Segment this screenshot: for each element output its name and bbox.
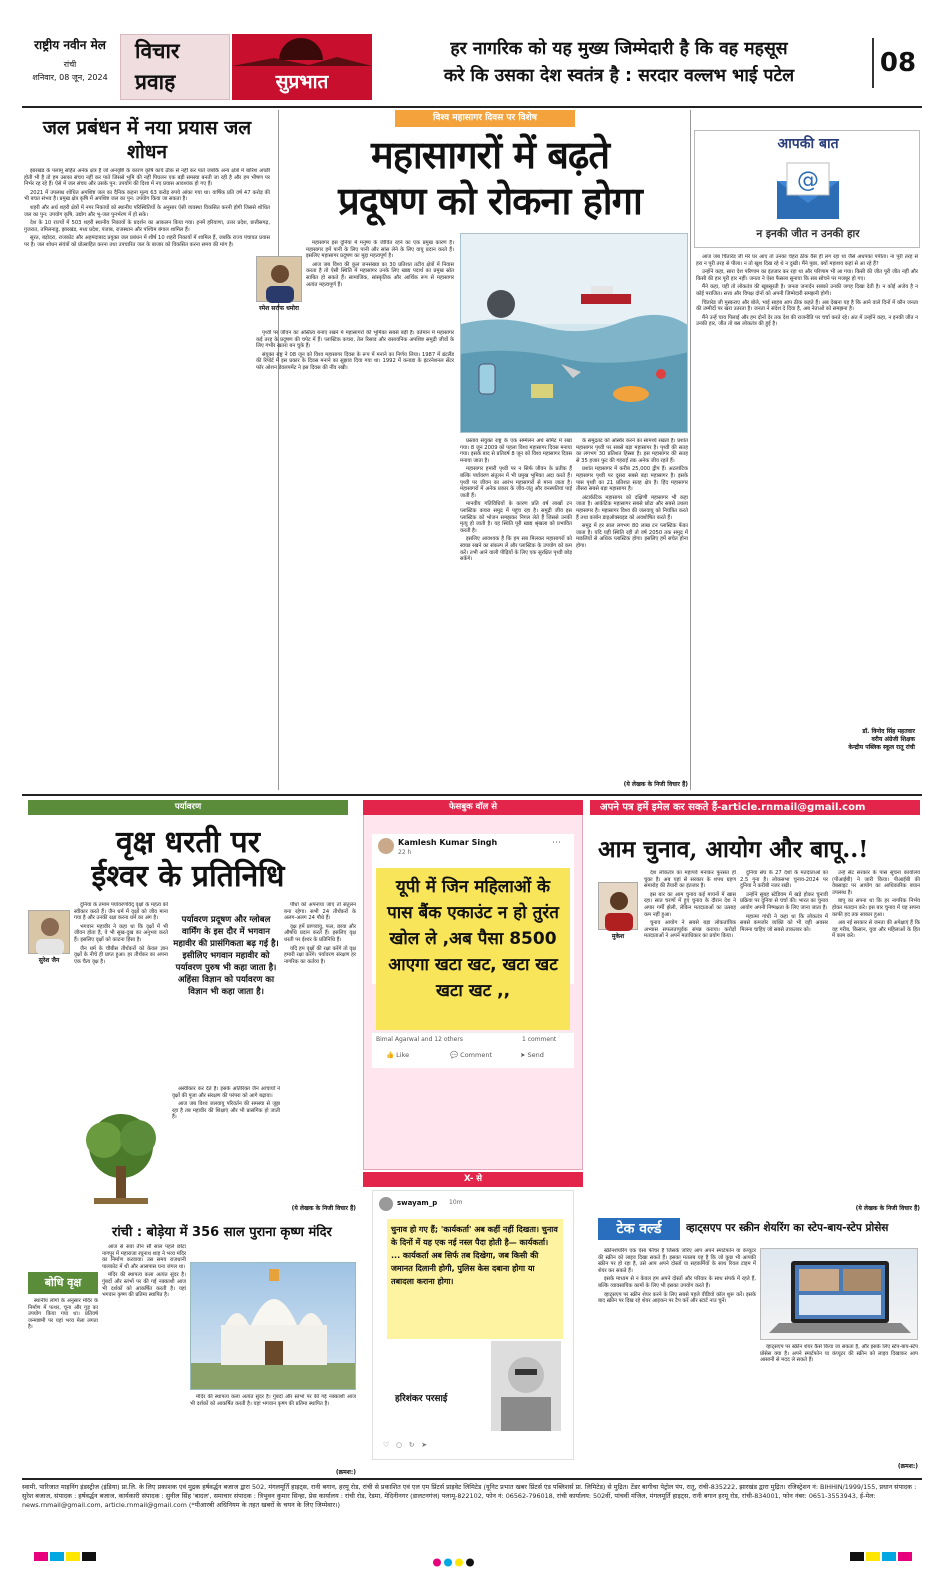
paragraph: अंटार्कटिक महासागर को दक्षिणी महासागर भी कहा जाता है। आर्कटिक महासागर सबसे छोटा और सबसे उथला महासागर है। महासागर विश्व की जलवायु को नियंत्रित करते हैं तथा कार्बन डाइऑक्साइड को अवशोषित करते हैं। <box>576 494 688 521</box>
paragraph: आज जब विश्व की कुल जनसंख्या का 30 प्रतिशत तटीय क्षेत्रों में निवास करता है तो ऐसी स्थिति में महासागर उनके लिए खाद्य पदार्थ का प्रमुख स्रोत साबित हो सकते हैं। सामाजिक, सांस्कृतिक और आर्थिक रूप से महासागर अत्यंत महत्वपूर्ण हैं। <box>306 261 454 288</box>
quote-line-1: हर नागरिक को यह मुख्य जिम्मेदारी है कि वह महसूस <box>450 39 788 59</box>
paragraph: आज जब विश्व जलवायु परिवर्तन की समस्या से जूझ रहा है तब महावीर की शिक्षाएं और भी प्रासंगिक हो जाती हैं। <box>172 1101 280 1121</box>
color-swatch <box>866 1552 880 1561</box>
tree-headline-line-1: वृक्ष धरती पर <box>116 825 260 860</box>
paragraph: महात्मा गांधी ने कहा था कि लोकतंत्र में सबसे कमजोर व्यक्ति को भी वही अवसर मिलना चाहिए जो सबसे ताकतवर को। <box>740 913 828 933</box>
paragraph: अस्वीकार कर देते हैं। इसके अतिरिक्त जैन आचार्यों ने वृक्षों की पूजा और संरक्षण की परंपरा को आगे बढ़ाया। <box>172 1086 280 1099</box>
aapki-baat-signature <box>700 728 915 752</box>
paragraph: के समुद्रतट को अस्थिर करने का सामर्थ्य रखता है। प्रशांत महासागर पृथ्वी पर सबसे बड़ा महासागर है। पृथ्वी की सतह का लगभग 30 प्रतिशत हिस्सा है। इस महासागर की सतह से 35 हजार फुट की गहराई तक अनेक जीव रहते हैं। <box>576 438 688 464</box>
paragraph: उन्हें सेट सरकार के पास सूचना कार्यालय (पीआईबी) ने जारी किया। पीआईबी की वेबसाइट पर आयोग का आधिकारिक बयान उपलब्ध है। <box>832 870 920 896</box>
paragraph: प्रस्ताव संयुक्त राष्ट्र के एक सम्मेलन अर्थ समिट में रखा गया। 8 जून 2009 को पहला विश्व महासागर दिवस मनाया गया। इसके बाद से प्रतिवर्ष 8 जून को विश्व महासागर दिवस मनाया जाता है। <box>460 438 572 464</box>
paragraph: देश लोकतंत्र का महापर्व मनाकर फुरसत हो चुका है। अब यहां से सरकार के शपथ ग्रहण समारोह की तैयारी का इंतजार है। <box>644 870 736 890</box>
quote-line-2: करे कि उसका देश स्वतंत्र है : सरदार वल्लभ भाई पटेल <box>443 66 795 86</box>
registration-dots <box>432 1552 512 1561</box>
main-body-column-1b <box>256 330 454 790</box>
x-user[interactable]: swayam_p <box>397 1199 438 1207</box>
election-disclaimer: (ये लेखक के निजी विचार हैं) <box>855 1205 920 1212</box>
paragraph: चिंतारेड जी मुस्कराए और बोले, भाई साहब आप ठीक कहते हैं। अब देखना यह है कि आने वाले दिनों में कौन जनता की उम्मीदों पर खरा उतरता है। जनता ने संदेश दे दिया है, अब नेताओं को समझना है। <box>696 299 918 313</box>
paragraph: 2021 में उपलब्ध शोधित अपशिष्ट जल का दैनिक कहना मूल्य 63 करोड़ रुपये आंका गया था। वार्षिक प्रति वर्ष 47 करोड़ की भी बचत संभव है। प्रमुख क्षेत्र कृषि में अपशिष्ट जल का पुन: उपयोग किया जा सकता है। <box>24 189 270 203</box>
comment-label: Comment <box>460 1051 493 1059</box>
paragraph: इसके माध्यम से न केवल हम अपने दोस्तों और परिवार के साथ संपर्क में रहते हैं, बल्कि व्यावसायिक कामों के लिए भी इसका उपयोग करते हैं। <box>598 1276 756 1289</box>
tree-pull-quote: पर्यावरण प्रदूषण और ग्लोबल वार्मिंग के इस दौर में भगवान महावीर की प्रासंगिकता बढ़ गई है। इसीलिए भगवान महावीर को पर्यावरण पुरुष भी कहा जाता है। अहिंसा विज्ञान को पर्यावरण का विज्ञान भी कहा जाता है। <box>173 915 279 997</box>
like-icon: 👍 <box>386 1051 397 1059</box>
signature-name: डॉ. विनोद सिंह महतवार <box>862 728 915 735</box>
facebook-send-button[interactable] <box>520 1051 544 1059</box>
election-author-name: मुकेश <box>611 933 625 940</box>
tech-world-headline: व्हाट्सएप पर स्क्रीन शेयरिंग का स्टेप-बाय-स्टेप प्रोसेस <box>686 1222 889 1234</box>
main-body-column-2 <box>460 438 572 790</box>
aapki-baat-title: आपकी बात <box>777 136 839 152</box>
main-body-column-3 <box>576 438 688 778</box>
aapki-baat-box <box>694 130 920 248</box>
brand-block <box>22 36 118 83</box>
svg-text:@: @ <box>797 168 819 193</box>
color-swatch <box>898 1552 912 1561</box>
aapki-baat-subtitle: न इनकी जीत न उनकी हार <box>756 228 860 240</box>
ocean-day-tag: विश्व महासागर दिवस पर विशेष <box>395 110 575 127</box>
aapki-baat-body <box>696 254 918 724</box>
paragraph: महासागर इस दुनिया में मनुष्य के जीवित रहने का एक प्रमुख कारण है। महासागर हमें पानी के लिए पानी और सांस लेने के लिए वायु प्रदान करते हैं। इसलिए महासागर प्रदूषण का मुद्दा महत्वपूर्ण है। <box>306 240 454 260</box>
paragraph: व्हाट्सएप पर स्क्रीन शेयर कैसे किया जा सकता है, और इसके लिए स्टेप-बाय-स्टेप प्रोसेस क्या है। अपने स्मार्टफोन या कंप्यूटर की स्क्रीन को लाइव दिखाकर आप आसानी से मदद ले सकते हैं। <box>760 1344 918 1364</box>
main-headline-line-2: प्रदूषण को रोकना होगा <box>338 178 642 223</box>
tech-credit: (क्रमश:) <box>897 1463 918 1470</box>
facebook-time: 22 h <box>398 849 412 856</box>
main-author-name: रमेश सर्राफ धमोरा <box>259 305 299 312</box>
color-swatch <box>850 1552 864 1561</box>
left-article-body <box>24 168 270 780</box>
x-actions[interactable]: ♡ ○ ↻ ➤ <box>383 1441 428 1449</box>
suprabhat-text: सुप्रभात <box>275 71 329 93</box>
brand-date: शनिवार, 08 जून, 2024 <box>32 73 108 82</box>
x-post-card <box>372 1190 574 1460</box>
election-author-photo <box>598 882 638 930</box>
main-disclaimer: (ये लेखक के निजी विचार हैं) <box>623 781 688 788</box>
paragraph: महासागर हमारी पृथ्वी पर न सिर्फ जीवन के प्रतीक हैं बल्कि पर्यावरण संतुलन में भी प्रमुख भूमिका अदा करते हैं। पृथ्वी पर जीवन का आरंभ महासागरों से माना जाता है। महासागरों में अनेक प्रकार के जीव-जंतु और वनस्पतियां पाई जाती हैं। <box>460 466 572 499</box>
x-post-text: चुनाव हो गए हैं; 'कार्यकर्ता' अब कहीं नहीं दिखता। चुनाव के दिनों में यह एक नई नस्ल पैदा होती है— कार्यकर्ता। ... कार्यकर्ता अब सिर्फ तब दिखेगा, जब किसी की जमानत दिलानी होगी, पुलिस केस दबाना होगा या तबादला कराना होगा। <box>387 1219 563 1339</box>
send-label: Send <box>527 1051 544 1059</box>
tech-body-column-1 <box>598 1248 756 1470</box>
facebook-post-text: यूपी में जिन महिलाओं के पास बैंक एकाउंट न हो तुरंत खोल ले ,अब पैसा 8500 आएगा खटा खट, खटा खट खटा खट ,, <box>387 877 559 1001</box>
paragraph: भगवान महावीर ने कहा था कि वृक्षों में भी जीवन होता है, वे भी सुख-दुख का अनुभव करते हैं। इसलिए वृक्षों को काटना हिंसा है। <box>74 923 168 943</box>
main-headline-line-1: महासागरों में बढ़ते <box>371 132 609 177</box>
brand-name: राष्ट्रीय नवीन मेल <box>34 38 106 52</box>
paragraph: शहरी और अर्ध शहरी क्षेत्रों में नगर निकायों को स्थानीय परिस्थितियों के अनुसार ऐसी व्यवस्था विकसित करनी होगी जिससे शोधित जल का पुन: उपयोग कृषि, उद्योग और भू-जल पुनर्भरण में हो सके। <box>24 204 270 218</box>
footer-imprint: स्वामी, पारिजात माइनिंग इंडस्ट्रीज (इंडिया) प्रा.लि. के लिए प्रकाशक एवं मुद्रक हर्षवर्द्धन बजाज द्वारा 502, मंगलमूर्ति हाइट्स, रानी बगान, हरमू रोड, रांची से प्रकाशित एवं एल एम प्रिंटर्स प्राइवेट लिमिटेड (यूनिट प्रभात खबर प्रिंटर्स एंड पब्लिशर्स प्रा. लिमिटेड) से मुद्रित। टेंडर बागीचा पेट्रोल पंप, रातू, रांची-835222, झारखंड द्वारा मुद्रित। रजिस्ट्रेशन नं: BIHHIN/1999/155, प्रधान संपादक : सुरेश बजाज, संपादक : हर्षवर्द्धन बजाज, कार्यकारी संपादक : सुनील सिंह 'बादल', समाचार संपादक : त्रिभुवन कुमार सिन्हा, प्रेस कार्यालय : रांची रोड, रेडमा, मेदिनीनगर (डालटनगंज) पलामू-822102, फोन नं: 06562-796018, रांची कार्यालय: 502वीं, पांचवीं मंजिल, मंगलमूर्ति हाइट्स, रानी बगान हरमू रोड, रांची-834001, फोन नंबर: 0651-3553943, ई-मेल: news.rnmail@gmail.com, article.rnmail@gmail.com (*पीआरबी अधिनियम के तहत खबरों के चयन के लिए जिम्मेवार।) <box>22 1478 922 1542</box>
temple-headline: रांची : बोड़ेया में 356 साल पुराना कृष्ण मंदिर <box>112 1225 332 1240</box>
email-strip[interactable]: अपने पत्र हमें इमेल कर सकते हैं-article.rnmail@gmail.com <box>590 800 920 815</box>
header-divider <box>22 106 922 108</box>
x-attribution: हरिशंकर परसाई <box>395 1394 448 1404</box>
paragraph: मैंने कहा, यही तो लोकतंत्र की खूबसूरती है। जनता जनार्दन सबको उनकी जगह दिखा देती है। न कोई अजेय है न कोई पराजित। सत्ता और विपक्ष दोनों को अपनी जिम्मेदारी समझनी होगी। <box>696 284 918 297</box>
column-divider <box>690 110 691 790</box>
section-prawah: प्रवाह <box>135 69 176 94</box>
section-vichar: विचार <box>135 38 180 63</box>
paragraph: उन्होंने कहा, सारा देश परिणाम का इंतजार कर रहा था और परिणाम भी आ गया। किसी की जीत पूरी जीत नहीं और किसी की हार पूरी हार नहीं। जनता ने ऐसा फैसला सुनाया कि सब सोचने पर मजबूर हो गए। <box>696 269 918 282</box>
signature-role: वरीय अंग्रेजी शिक्षक <box>871 736 915 743</box>
bodhi-label: बोधि वृक्ष <box>28 1272 98 1294</box>
environment-section-label: पर्यावरण <box>28 800 348 815</box>
election-body-column-3 <box>832 870 920 1200</box>
band-divider <box>22 794 922 796</box>
screen-sharing-illustration <box>760 1248 918 1340</box>
facebook-comments[interactable]: 1 comment <box>522 1036 557 1043</box>
facebook-post-body <box>376 868 570 1030</box>
temple-body-column-0 <box>28 1298 98 1474</box>
paragraph: पृथ्वी पर जीवन का अस्तित्व बनाए रखने में महासागरों की भूमिका सबसे बड़ी है। वर्तमान में महासागर कई तरह के प्रदूषण की चपेट में हैं। प्लास्टिक कचरा, तेल रिसाव और रासायनिक अपशिष्ट समुद्री जीवों के लिए गंभीर खतरा बन चुके हैं। <box>256 330 454 350</box>
tree-body-column-2 <box>172 1086 280 1214</box>
paragraph: पौधों को अपनाया जाए तो संतुलन बना रहेगा। सभी 24 तीर्थंकरों के अलग-अलग 24 पौधे हैं। <box>284 902 356 922</box>
paragraph: दुनिया के तमाम पर्यावरणविद् वृक्षों के महत्व को स्वीकार करते हैं। जैन धर्म में वृक्षों को जीव माना गया है और उनकी रक्षा करना धर्म का अंग है। <box>74 902 168 922</box>
tree-headline-line-2: ईश्वर के प्रतिनिधि <box>91 859 285 894</box>
temple-body-caption <box>190 1394 356 1470</box>
avatar <box>379 1197 393 1211</box>
paragraph: आज से सवा तीन सौ साल पहले छोटा नागपुर में महाराजा रघुनाथ शाह ने भव्य मंदिर का निर्माण करवाया। उस समय राजधानी पालकोट में थी और आसपास घना जंगल था। <box>102 1244 186 1270</box>
paragraph: उन्होंने सुबह स्टेडियम में खड़े होकर चुनावी प्रक्रिया पर दुनिया से चर्चा की। भारत का चुनाव आयोग अपनी निष्पक्षता के लिए जाना जाता है। <box>740 891 828 911</box>
like-label: Like <box>396 1051 410 1059</box>
paragraph: इस बार का आम चुनाव कई मायनों में खास रहा। सात चरणों में हुए चुनाव के दौरान देश ने अपार गर्मी झेली, लेकिन मतदाताओं का उत्साह कम नहीं हुआ। <box>644 891 736 918</box>
temple-photo <box>190 1262 356 1390</box>
page-number: 08 <box>872 38 922 88</box>
paragraph: संयुक्त राष्ट्र ने 08 जून को विश्व महासागर दिवस के रूप में मनाने का निर्णय लिया। 1987 में ब्रंटलैंड की रिपोर्ट में इस प्रकार के दिवस मनाने का सुझाव दिया गया था। 1992 में कनाडा के इंटरनेशनल सेंटर फॉर ओशन डेवलपमेंट ने इस दिवस की नींव रखी। <box>256 351 454 371</box>
facebook-reaction-bar <box>372 1032 574 1068</box>
tree-icon <box>74 1110 168 1206</box>
election-body-column-1 <box>644 870 736 1210</box>
election-headline: आम चुनाव, आयोग और बापू..! <box>598 836 869 863</box>
paragraph: इसलिए आवश्यक है कि हम सब मिलकर महासागरों को स्वच्छ रखने का संकल्प लें और प्लास्टिक के उपयोग को कम करें। तभी आने वाली पीढ़ियों के लिए एक सुरक्षित पृथ्वी छोड़ सकेंगे। <box>460 536 572 563</box>
x-section-label: X- से <box>363 1172 583 1187</box>
tech-world-header <box>598 1218 918 1240</box>
color-swatch <box>66 1552 80 1561</box>
tree-headline <box>28 826 348 894</box>
tree-disclaimer: (ये लेखक के निजी विचार हैं) <box>291 1205 356 1212</box>
x-time: 10m <box>449 1199 463 1206</box>
facebook-reactions: Bimal Agarwal and 12 others <box>376 1036 463 1043</box>
paragraph: दुनिया संघ के 27 देशों के मतदाताओं का 2.5 गुना है। लोकसभा चुनाव-2024 पर दुनिया ने करीबी नजर रखी। <box>740 870 828 890</box>
more-icon[interactable]: ⋯ <box>552 838 561 848</box>
section-vichar-prawah <box>120 34 230 100</box>
facebook-comment-button[interactable] <box>450 1051 492 1059</box>
paragraph: मैंने उन्हें चाय पिलाई और हम दोनों देर तक देश की राजनीति पर चर्चा करते रहे। अंत में उन्होंने कहा, न इनकी जीत न उनकी हार, जीत तो बस लोकतंत्र की हुई है। <box>696 314 918 328</box>
paragraph: मंदिर की स्थापत्य कला अत्यंत सुंदर है। गुंबदों और स्तंभों पर की गई नक्काशी आज भी दर्शकों को आकर्षित करती है। यहां भगवान कृष्ण की प्रतिमा स्थापित है। <box>102 1272 186 1299</box>
paragraph: चुनाव आयोग ने सबसे बड़ा लोकतांत्रिक अभ्यास सफलतापूर्वक संपन्न कराया। करोड़ों मतदाताओं ने अपने मताधिकार का प्रयोग किया। <box>644 920 736 940</box>
paragraph: मंदिर की स्थापत्य कला अत्यंत सुंदर है। गुंबदों और स्तंभों पर की गई नक्काशी आज भी दर्शकों को आकर्षित करती है। यहां भगवान कृष्ण की प्रतिमा स्थापित है। <box>190 1394 356 1407</box>
tech-body-column-2 <box>760 1344 918 1460</box>
paragraph: यदि हम वृक्षों की रक्षा करेंगे तो वृक्ष हमारी रक्षा करेंगे। पर्यावरण संरक्षण हर नागरिक का कर्तव्य है। <box>284 945 356 965</box>
paragraph: व्हाट्सएप पर स्क्रीन शेयर करने के लिए सबसे पहले वीडियो कॉल शुरू करें। इसके बाद स्क्रीन पर दिख रहे शेयर आइकन पर टैप करें और स्टार्ट नाउ चुनें। <box>598 1291 756 1305</box>
facebook-like-button[interactable] <box>386 1051 409 1059</box>
brand-city: रांची <box>63 60 77 69</box>
left-article-headline: जल प्रबंधन में नया प्रयास जल शोधन <box>42 117 252 163</box>
facebook-section-label: फेसबुक वॉल से <box>363 800 583 815</box>
tree-author-photo <box>28 910 70 954</box>
paragraph: जैन धर्म के चौबीस तीर्थंकरों को केवल ज्ञान वृक्षों के नीचे ही प्राप्त हुआ। हर तीर्थंकर का अपना एक चैत्य वृक्ष है। <box>74 945 168 965</box>
paragraph: झारखंड के पलामू सहित अनेक क्षेत्र हैं जो अनवृष्टि के कारण कृषि कार्य ठीक से नहीं कर पाते जबकि अन्य क्षेत्रों में बारिश अच्छी होती भी है तो हम उसका संचय नहीं कर पाते जिससे भूमि की नहीं पिघलन एक बड़ी समस्या बनती जा रही है और हम भीषण पर निर्भर रह रहे हैं। ऐसे में जल संचय और उसके पुन: उपयोग की दिशा में नए प्रयास आवश्यक हो गए हैं। <box>24 168 270 188</box>
main-headline <box>300 132 680 224</box>
paragraph: वृक्ष हमें प्राणवायु, फल, छाया और औषधि प्रदान करते हैं। इसलिए वृक्ष धरती पर ईश्वर के प्रतिनिधि हैं। <box>284 923 356 943</box>
color-swatch <box>882 1552 896 1561</box>
color-swatch <box>34 1552 48 1561</box>
masthead <box>22 34 922 104</box>
suprabhat-logo <box>232 34 372 100</box>
paragraph: बापू का सपना था कि हर नागरिक निर्भय होकर मतदान करे। इस बार चुनाव में यह सपना काफी हद तक साकार हुआ। <box>832 898 920 918</box>
tree-author-name: सुरेश जैन <box>38 957 60 964</box>
author-portrait <box>491 1341 561 1431</box>
send-icon: ➤ <box>520 1051 528 1059</box>
ocean-pollution-illustration <box>460 233 688 433</box>
paragraph: स्क्रीनशेयरिंग एक ऐसा फीचर है जिसके जरिए आप अपने स्मार्टफोन या कंप्यूटर की स्क्रीन को लाइव दिखा सकते हैं। इसका मतलब यह है कि जो कुछ भी आपकी स्क्रीन पर हो रहा है, उसे आप अपने दोस्तों या सहकर्मियों के साथ रियल टाइम में शेयर कर सकते हैं। <box>598 1248 756 1274</box>
paragraph: अब नई सरकार से जनता की अपेक्षाएं हैं कि वह गरीब, किसान, युवा और महिलाओं के हित में काम करे। <box>832 920 920 940</box>
paragraph: सूरत, बड़ोदरा, राजकोट और अहमदाबाद प्रयुक्त जल प्रबंधन में शीर्ष 10 शहरी निकायों में शामिल हैं, जबकि राज्य पंचायत प्रयास पर है। जल शोधन संयंत्रों को प्रोत्साहित करना तथा उपचारित जल के बाजार को विकसित करना समय की मांग है। <box>24 235 270 248</box>
color-swatch <box>82 1552 96 1561</box>
paragraph: स्थानीय लोगों के अनुसार मंदिर के निर्माण में पत्थर, चूना और गुड़ का उपयोग किया गया था। प्रतिवर्ष जन्माष्टमी पर यहां भव्य मेला लगता है। <box>28 1298 98 1331</box>
sun-icon <box>279 38 323 60</box>
temple-credit: (क्रमश:) <box>335 1469 356 1476</box>
tech-world-label: टेक वर्ल्ड <box>598 1218 680 1240</box>
mail-icon <box>773 159 843 221</box>
election-body-column-2 <box>740 870 828 1210</box>
author-photo <box>256 256 302 302</box>
tree-body-column-3 <box>284 902 356 1202</box>
comment-icon: 💬 <box>450 1051 461 1059</box>
paragraph: समुद्र में हर साल लगभग 80 लाख टन प्लास्टिक फेंका जाता है। यदि यही स्थिति रही तो वर्ष 2050 तक समुद्र में मछलियों से अधिक प्लास्टिक होगा। इसलिए हमें सचेत होना होगा। <box>576 523 688 549</box>
signature-school: केन्द्रीय पब्लिक स्कूल रातू रांची <box>848 744 915 751</box>
facebook-user[interactable]: Kamlesh Kumar Singh <box>398 838 498 847</box>
temple-body-column-1 <box>102 1244 186 1474</box>
paragraph: आज जब चिंतारेड जी मेरे घर आए तो उनका चेहरा ठीक वैसे ही लग रहा था जैसे अधपका पपीता। ना पूरी तरह से हरा न पूरी तरह से पीला। न तो खुश दिख रहे थे न दुखी। मैंने पूछा, क्यों महाशय कहां से आ रहे हैं? <box>696 254 918 267</box>
color-swatch <box>50 1552 64 1561</box>
header-quote <box>374 36 864 90</box>
tree-body-column-1 <box>74 902 168 1102</box>
paragraph: मानवीय गतिविधियों के कारण प्रति वर्ष लाखों टन प्लास्टिक कचरा समुद्र में पहुंच रहा है। समुद्री जीव इस प्लास्टिक को भोजन समझकर निगल लेते हैं जिससे उनकी मृत्यु हो जाती है। यह स्थिति पूरी खाद्य श्रृंखला को प्रभावित करती है। <box>460 501 572 534</box>
avatar <box>378 838 394 854</box>
paragraph: प्रशांत महासागर में करीब 25,000 द्वीप हैं। अटलांटिक महासागर पृथ्वी पर दूसरा सबसे बड़ा महासागर है। इसके पास पृथ्वी का 21 प्रतिशत सतह क्षेत्र है। हिंद महासागर तीसरा सबसे बड़ा महासागर है। <box>576 466 688 493</box>
paragraph: देश के 10 राज्यों में 503 शहरी स्थानीय निकायों के प्रदर्शन का आकलन किया गया। इनमें हरियाणा, उत्तर प्रदेश, छत्तीसगढ़, गुजरात, तमिलनाडु, झारखंड, मध्य प्रदेश, पंजाब, राजस्थान और पश्चिम बंगाल शामिल हैं। <box>24 220 270 233</box>
